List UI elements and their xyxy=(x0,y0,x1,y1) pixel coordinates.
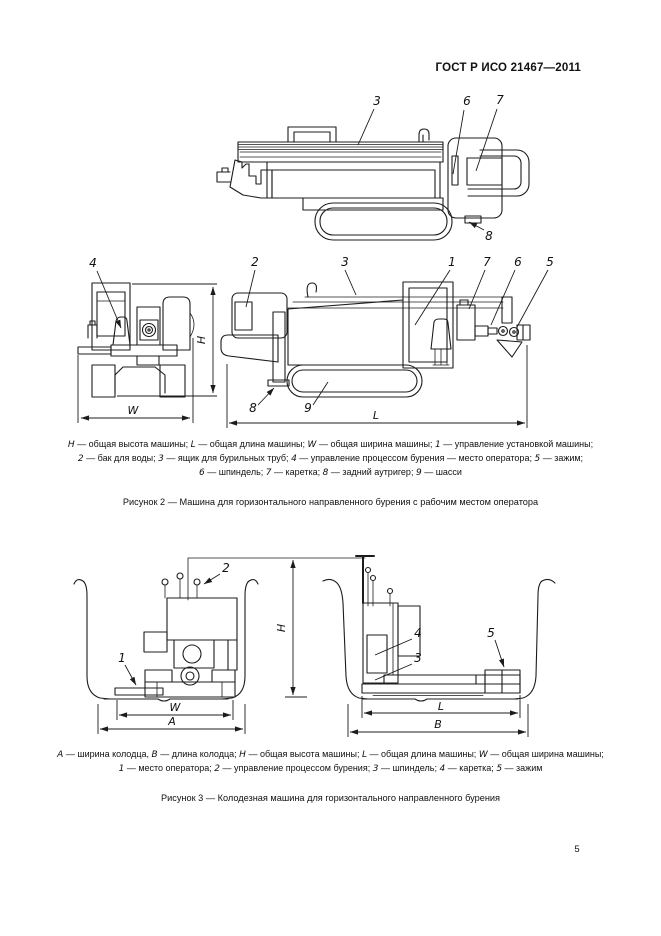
part-label-8: 8 xyxy=(485,229,493,243)
side-view-spindle xyxy=(475,326,497,336)
dim-label-h: H xyxy=(195,335,208,345)
part-label-3: 3 xyxy=(414,651,422,665)
part-label-8: 8 xyxy=(249,401,257,415)
legend-line: 6 — шпиндель; 7 — каретка; 8 — задний аутригер; 9 — шасси xyxy=(199,467,462,478)
part-label-9: 9 xyxy=(304,401,312,415)
part-label-3: 3 xyxy=(373,94,381,108)
legend-line: 1 — место оператора; 2 — управление процессом бурения; 3 — шпиндель; 4 — каретка; 5 — зажим xyxy=(118,763,543,774)
part-label-7: 7 xyxy=(496,93,504,107)
front-control-levers xyxy=(162,573,200,598)
rear-outrigger-foot xyxy=(465,216,481,223)
part-label-2: 2 xyxy=(251,255,259,269)
figure2-caption: Рисунок 2 — Машина для горизонтального направленного бурения с рабочим местом оператора xyxy=(122,497,539,507)
part-label-4: 4 xyxy=(89,256,97,270)
side-view-body xyxy=(288,283,503,365)
figure2-legend xyxy=(18,438,643,480)
dim-label-w: W xyxy=(169,701,181,714)
pipe-box-plan xyxy=(238,142,443,162)
figure2-top-view-drawing xyxy=(195,88,535,243)
part-label-1: 1 xyxy=(448,255,456,269)
side-view-carriage xyxy=(457,297,512,340)
dim-label-a: А xyxy=(168,715,176,728)
figure2-side-views-drawing xyxy=(65,245,565,435)
dim-label-b: B xyxy=(434,718,442,731)
ground-line xyxy=(188,558,365,600)
page-header: ГОСТ Р ИСО 21467—2011 xyxy=(435,62,581,74)
page-number: 5 xyxy=(574,844,580,855)
side-view-water-tank xyxy=(221,293,287,362)
front-view-platform xyxy=(78,345,177,365)
part-label-5: 5 xyxy=(546,255,554,269)
pipe-box-bracket xyxy=(288,127,336,142)
part-label-3: 3 xyxy=(341,255,349,269)
front-view-cab-frame xyxy=(92,283,130,350)
front-view-gearbox xyxy=(137,307,160,345)
front-view-engine xyxy=(163,297,194,350)
dim-label-l: L xyxy=(437,700,445,713)
side-machine-body xyxy=(362,603,520,696)
front-view-operator-seat xyxy=(88,317,130,345)
dim-label-l: L xyxy=(372,409,380,422)
legend-line: А — ширина колодца, B — длина колодца; H — общая высота машины; L — общая длина машины; W — общая ширина машины; xyxy=(57,749,604,760)
part-label-6: 6 xyxy=(514,255,522,269)
crawler-track-plan xyxy=(315,203,452,240)
side-view-crawler-track xyxy=(287,365,422,397)
part-label-5: 5 xyxy=(487,626,495,640)
front-view-outrigger-pads xyxy=(92,365,185,397)
front-machine-body xyxy=(115,598,237,697)
part-label-6: 6 xyxy=(463,94,471,108)
exhaust-pipe xyxy=(419,129,429,142)
part-label-1: 1 xyxy=(118,651,126,665)
figure3-legend xyxy=(18,748,643,776)
part-label-7: 7 xyxy=(483,255,491,269)
dim-label-h: H xyxy=(275,623,288,633)
figure3-caption: Рисунок 3 — Колодезная машина для горизонтального направленного бурения xyxy=(160,793,501,803)
side-view-clamp xyxy=(497,325,530,357)
side-dimensions xyxy=(285,560,528,737)
side-mast xyxy=(356,556,393,606)
legend-line: H — общая высота машины; L — общая длина машины; W — общая ширина машины; 1 — управление установкой машины; xyxy=(67,439,594,450)
legend-line: 2 — бак для воды; 3 — ящик для бурильных труб; 4 — управление процессом бурения — место оператора; 5 — зажим; xyxy=(77,453,584,464)
leader-4 xyxy=(97,271,121,328)
side-view-leaders xyxy=(246,270,548,405)
side-view-operator-station xyxy=(403,282,453,368)
part-label-4: 4 xyxy=(414,626,422,640)
engine-block-plan xyxy=(217,160,272,198)
part-label-2: 2 xyxy=(222,561,230,575)
figure3-drawing xyxy=(62,548,570,748)
dim-label-w: W xyxy=(127,404,139,417)
handle-loop xyxy=(468,150,529,196)
